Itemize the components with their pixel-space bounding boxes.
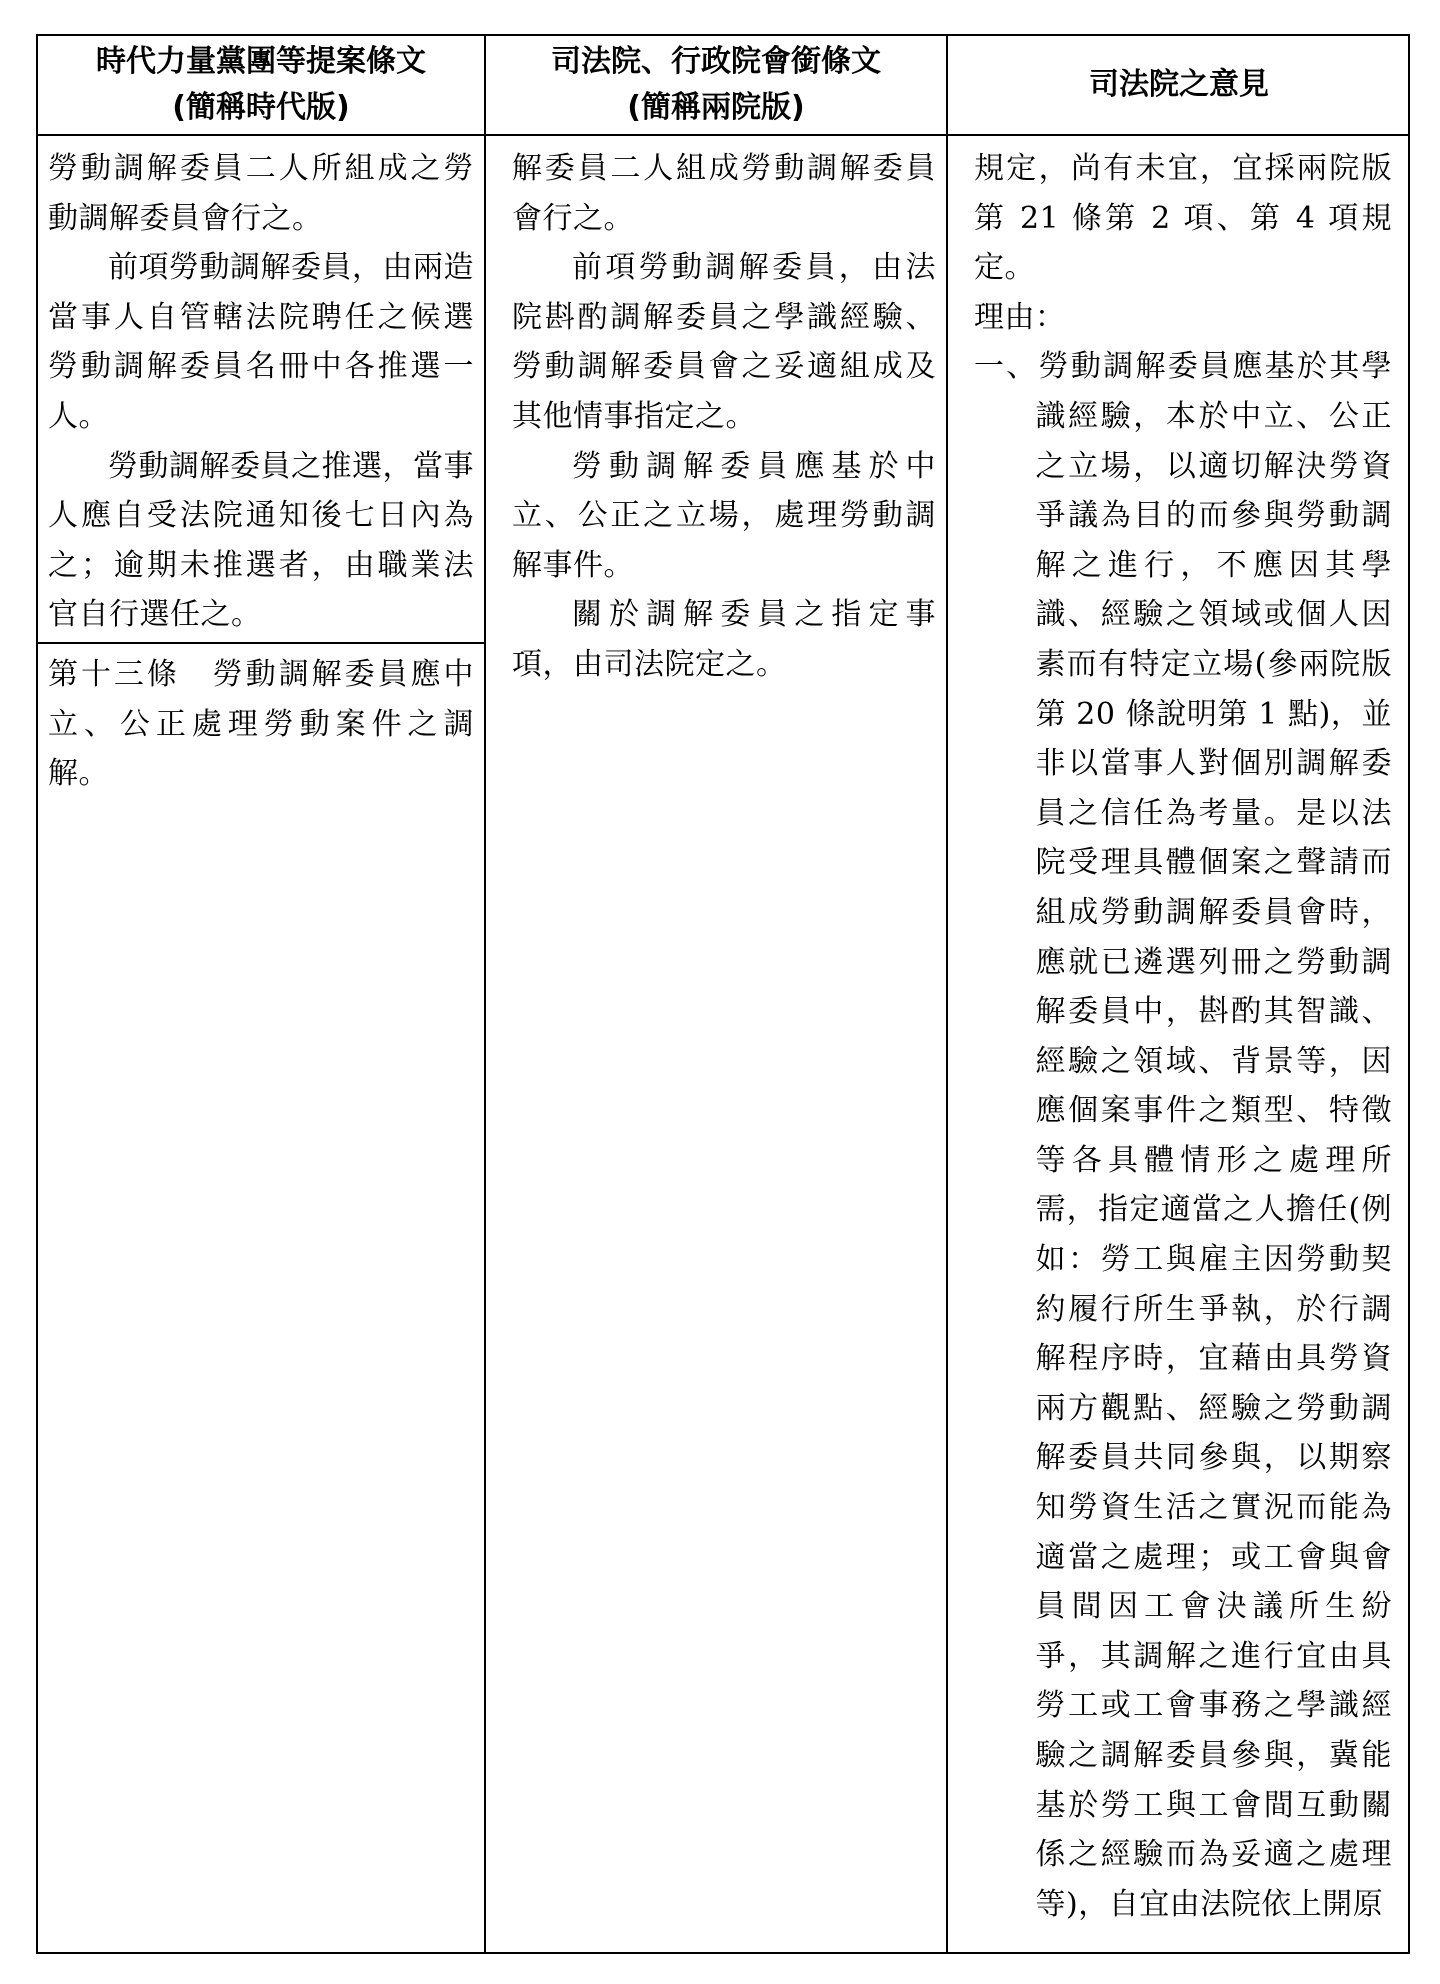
paragraph: 勞動調解委員二人所組成之勞動調解委員會行之。 [48, 151, 474, 236]
paragraph: 勞動調解委員應基於中立、公正之立場，處理勞動調解事件。 [512, 448, 936, 583]
header-title: 時代力量黨團等提案條文 [96, 44, 426, 79]
header-divider [38, 134, 1408, 136]
header-cell-judicial-opinion [948, 36, 1410, 134]
col2-content [512, 144, 936, 690]
col1-block-article-13 [48, 650, 474, 799]
col1-block-article-12 [48, 144, 474, 640]
comparison-table [36, 34, 1410, 1954]
paragraph: 第十三條 勞動調解委員應中立、公正處理勞動案件之調解。 [48, 657, 474, 792]
header-cell-time-power [38, 36, 484, 134]
paragraph: 規定，尚有未宜，宜採兩院版第 21 條第 2 項、第 4 項規定。 [974, 151, 1392, 286]
col3-content [974, 144, 1392, 1929]
paragraph: 前項勞動調解委員，由兩造當事人自管轄法院聘任之候選勞動調解委員名冊中各推選一人。 [48, 250, 474, 434]
reason-item-1: 一、勞動調解委員應基於其學識經驗，本於中立、公正之立場，以適切解決勞資爭議為目的而參與勞動調解之進行，不應因其學識、經驗之領域或個人因素而有特定立場(參兩院版第 20 條說明第 1 點)，並非以當事人對個別調解委員之信任為考量。是以法院受理具體個案之聲請而組成勞動調解委員會時，應就已遴選列冊之勞動調解委員中，斟酌其智識、經驗之領域、背景等，因應個案事件之類型、特徵等各具體情形之處理所需，指定適當之人擔任(例如：勞工與雇主因勞動契約履行所生爭執，於行調解程序時，宜藉由具勞資兩方觀點、經驗之勞動調解委員共同參與，以期察知勞資生活之實況而能為適當之處理；或工會與會員間因工會決議所生紛爭，其調解之進行宜由具勞工或工會事務之學識經驗之調解委員參與，冀能基於勞工與工會間互動關係之經驗而為妥適之處理等)，自宜由法院依上開原 [974, 349, 1392, 1922]
col1-row-divider [38, 642, 484, 644]
header-subtitle: (簡稱時代版) [172, 90, 350, 125]
header-title: 司法院之意見 [1089, 67, 1269, 102]
paragraph: 關於調解委員之指定事項，由司法院定之。 [512, 597, 936, 682]
header-title: 司法院、行政院會銜條文 [551, 44, 881, 79]
paragraph: 勞動調解委員之推選，當事人應自受法院通知後七日內為之；逾期未推選者，由職業法官自行選任之。 [48, 448, 474, 633]
header-cell-two-yuan [486, 36, 946, 134]
paragraph: 前項勞動調解委員，由法院斟酌調解委員之學識經驗、勞動調解委員會之妥適組成及其他情事指定之。 [512, 250, 936, 434]
paragraph: 理由： [974, 299, 1066, 335]
paragraph: 解委員二人組成勞動調解委員會行之。 [512, 151, 936, 236]
header-subtitle: (簡稱兩院版) [627, 90, 805, 125]
column-divider-1 [484, 36, 486, 1952]
column-divider-2 [946, 36, 948, 1952]
